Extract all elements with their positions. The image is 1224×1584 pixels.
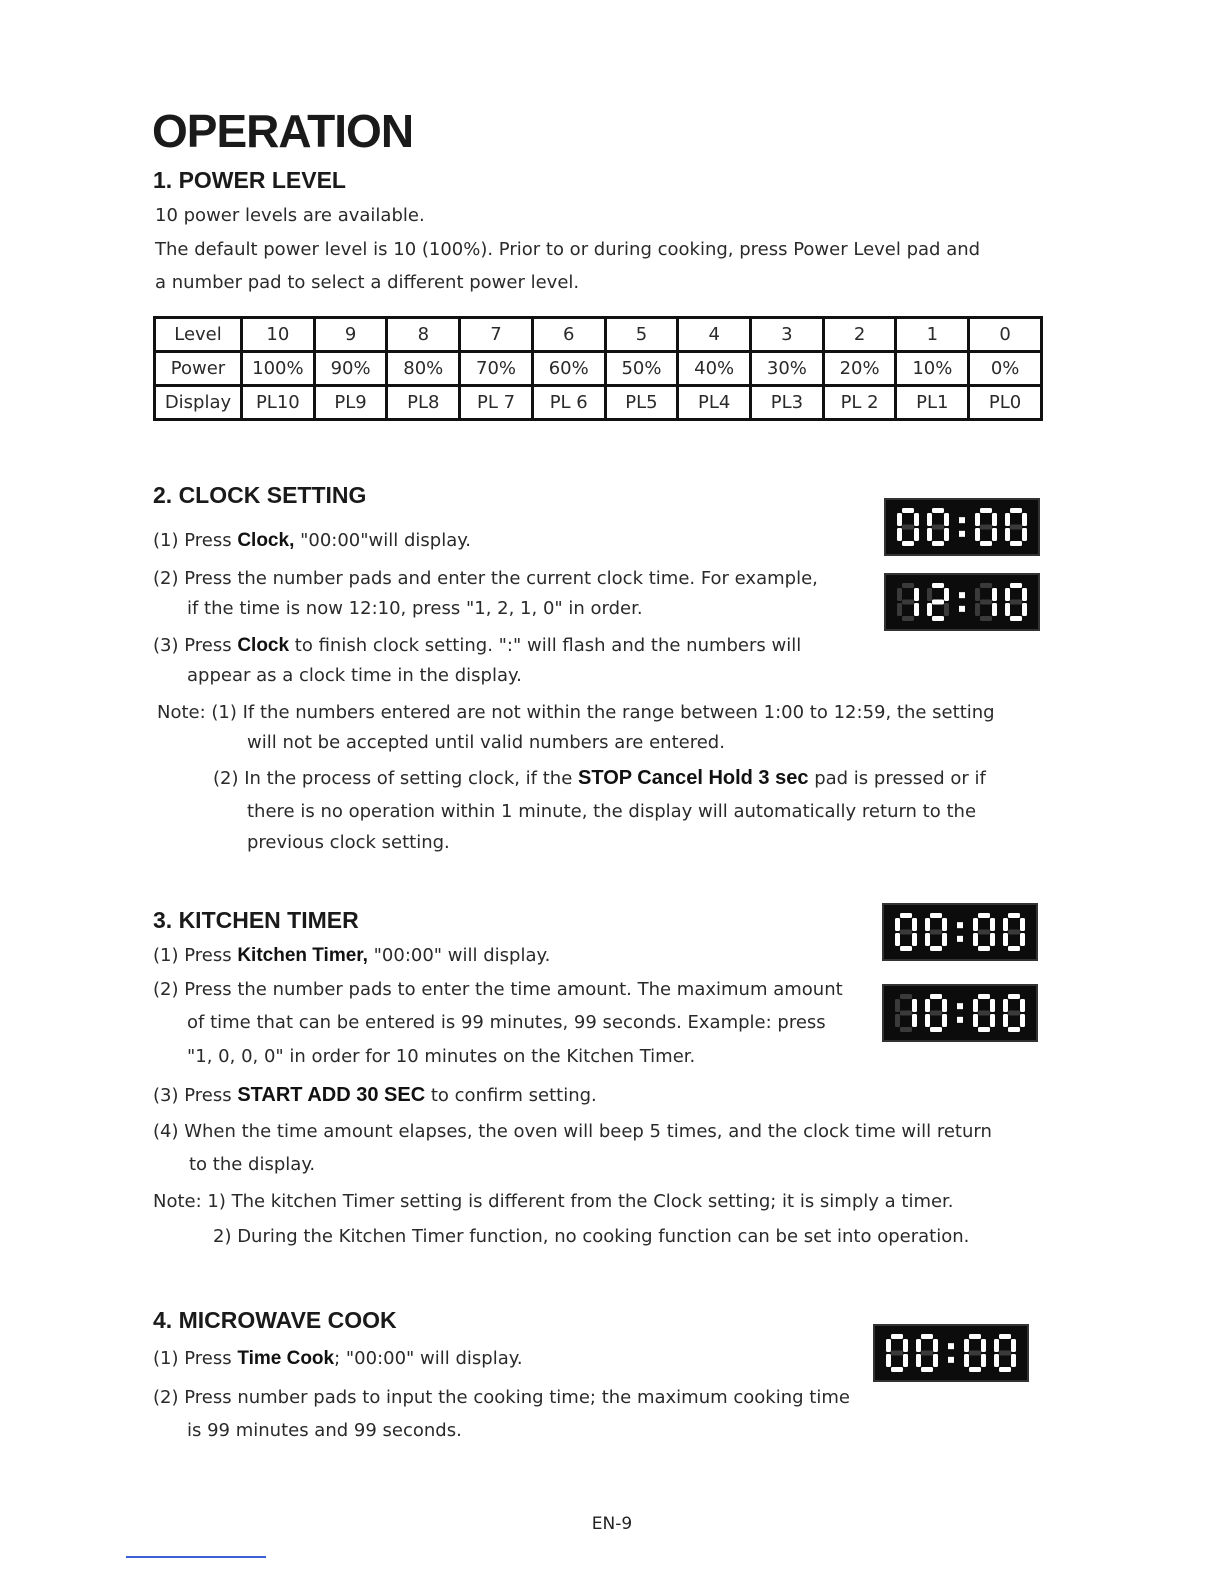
- lcd-display-timer-example: [882, 984, 1038, 1042]
- table-cell: 20%: [823, 352, 896, 386]
- lcd-segment: [912, 1014, 917, 1027]
- table-cell: 60%: [532, 352, 605, 386]
- table-cell: PL5: [605, 386, 678, 420]
- table-cell: 100%: [242, 352, 315, 386]
- lcd-segment: [980, 541, 992, 546]
- lcd-segment: [925, 918, 930, 931]
- table-cell: PL10: [242, 386, 315, 420]
- step-text: (1) Press: [153, 1348, 238, 1369]
- lcd-segment: [975, 513, 980, 526]
- lcd-colon-dot: [948, 1357, 954, 1363]
- lcd-segment: [1003, 918, 1008, 931]
- table-row-level: [155, 318, 1042, 352]
- lcd-segment: [927, 588, 932, 601]
- lcd-segment: [1008, 913, 1020, 918]
- lcd-segment: [1022, 513, 1027, 526]
- table-cell: PL4: [678, 386, 751, 420]
- timer-step-2-cont: of time that can be entered is 99 minutes, 99 seconds. Example: press: [187, 1012, 826, 1033]
- lcd-segment: [1010, 583, 1022, 588]
- lcd-segment: [897, 603, 902, 616]
- lcd-segment: [992, 603, 997, 616]
- step-text: to confirm setting.: [425, 1085, 597, 1106]
- lcd-segment: [1020, 933, 1025, 946]
- clock-note-1: Note: (1) If the numbers entered are not within the range between 1:00 to 12:59, the setting: [157, 702, 995, 723]
- lcd-segment: [1003, 933, 1008, 946]
- timer-step-4-cont: to the display.: [189, 1154, 316, 1175]
- power-level-table: [153, 316, 1043, 421]
- lcd-segment: [1010, 600, 1022, 605]
- lcd-segment: [1020, 999, 1025, 1012]
- start-key-label: START ADD 30 SEC: [237, 1084, 426, 1106]
- lcd-digits: [897, 583, 1027, 621]
- lcd-segment: [895, 1014, 900, 1027]
- power-level-intro: 10 power levels are available.: [155, 205, 425, 226]
- timer-step-3: [153, 1084, 597, 1107]
- timer-step-2: (2) Press the number pads to enter the time amount. The maximum amount: [153, 979, 843, 1000]
- lcd-segment: [916, 1339, 921, 1352]
- lcd-segment: [978, 913, 990, 918]
- lcd-segment: [900, 930, 912, 935]
- lcd-digits: [886, 1334, 1016, 1372]
- lcd-segment: [897, 513, 902, 526]
- lcd-segment: [942, 933, 947, 946]
- lcd-display-clock-example: [884, 573, 1040, 631]
- lcd-segment: [994, 1354, 999, 1367]
- note-text: (2) In the process of setting clock, if the: [213, 768, 579, 789]
- lcd-display-timer-initial: [882, 903, 1038, 961]
- table-cell: 8: [387, 318, 460, 352]
- lcd-segment: [900, 1027, 912, 1032]
- clock-step-2: (2) Press the number pads and enter the current clock time. For example,: [153, 568, 818, 589]
- lcd-segment: [895, 999, 900, 1012]
- lcd-segment: [902, 616, 914, 621]
- lcd-segment: [999, 1334, 1011, 1339]
- row-label-level: Level: [155, 318, 242, 352]
- table-cell: 40%: [678, 352, 751, 386]
- lcd-segment: [912, 933, 917, 946]
- lcd-segment: [932, 541, 944, 546]
- lcd-segment: [994, 1339, 999, 1352]
- table-cell: 9: [314, 318, 387, 352]
- lcd-segment: [1010, 508, 1022, 513]
- clock-step-3: [153, 635, 801, 657]
- divider: [126, 1556, 266, 1558]
- clock-step-1: [153, 530, 471, 552]
- table-cell: 70%: [460, 352, 533, 386]
- timer-step-1: [153, 945, 550, 967]
- lcd-segment: [895, 933, 900, 946]
- lcd-segment: [902, 541, 914, 546]
- step-text: (1) Press: [153, 530, 238, 551]
- table-cell: 0: [969, 318, 1042, 352]
- lcd-colon-dot: [948, 1343, 954, 1349]
- lcd-display-clock-initial: [884, 498, 1040, 556]
- lcd-digits: [897, 508, 1027, 546]
- step-text: "00:00" will display.: [367, 945, 551, 966]
- lcd-segment: [1005, 528, 1010, 541]
- lcd-segment: [975, 588, 980, 601]
- lcd-segment: [895, 918, 900, 931]
- lcd-segment: [980, 525, 992, 530]
- lcd-segment: [927, 528, 932, 541]
- table-cell: 4: [678, 318, 751, 352]
- lcd-colon-dot: [959, 531, 965, 537]
- lcd-segment: [886, 1354, 891, 1367]
- lcd-segment: [903, 1354, 908, 1367]
- lcd-segment: [990, 1014, 995, 1027]
- lcd-segment: [900, 946, 912, 951]
- lcd-segment: [992, 528, 997, 541]
- lcd-segment: [932, 616, 944, 621]
- kitchen-timer-key-label: Kitchen Timer,: [237, 945, 368, 966]
- lcd-segment: [1008, 946, 1020, 951]
- timer-step-4: (4) When the time amount elapses, the oven will beep 5 times, and the clock time will return: [153, 1121, 992, 1142]
- step-text: to finish clock setting. ":" will flash and the numbers will: [289, 635, 802, 656]
- lcd-segment: [980, 616, 992, 621]
- lcd-segment: [912, 999, 917, 1012]
- lcd-segment: [980, 583, 992, 588]
- section-heading-microwave-cook: 4. MICROWAVE COOK: [153, 1307, 397, 1333]
- lcd-segment: [1008, 994, 1020, 999]
- note-text: pad is pressed or if: [808, 768, 986, 789]
- lcd-segment: [973, 999, 978, 1012]
- lcd-segment: [903, 1339, 908, 1352]
- lcd-segment: [978, 1027, 990, 1032]
- clock-step-2-cont: if the time is now 12:10, press "1, 2, 1, 0" in order.: [187, 598, 643, 619]
- lcd-segment: [969, 1367, 981, 1372]
- lcd-segment: [1005, 603, 1010, 616]
- lcd-segment: [912, 918, 917, 931]
- table-cell: PL 7: [460, 386, 533, 420]
- lcd-segment: [969, 1351, 981, 1356]
- table-cell: 5: [605, 318, 678, 352]
- lcd-segment: [978, 946, 990, 951]
- table-cell: 30%: [751, 352, 824, 386]
- lcd-segment: [914, 513, 919, 526]
- clock-key-label: Clock: [237, 635, 290, 656]
- lcd-segment: [942, 1014, 947, 1027]
- table-cell: 10%: [896, 352, 969, 386]
- step-text: ; "00:00" will display.: [334, 1348, 523, 1369]
- lcd-segment: [930, 946, 942, 951]
- table-row-power: [155, 352, 1042, 386]
- row-label-power: Power: [155, 352, 242, 386]
- lcd-segment: [944, 603, 949, 616]
- table-row-display: [155, 386, 1042, 420]
- lcd-segment: [1005, 513, 1010, 526]
- lcd-segment: [891, 1334, 903, 1339]
- table-cell: 10: [242, 318, 315, 352]
- lcd-segment: [964, 1354, 969, 1367]
- stop-cancel-key-label: STOP Cancel Hold 3 sec: [578, 767, 809, 789]
- table-cell: PL1: [896, 386, 969, 420]
- lcd-segment: [900, 994, 912, 999]
- lcd-segment: [891, 1367, 903, 1372]
- lcd-segment: [1020, 1014, 1025, 1027]
- table-cell: 0%: [969, 352, 1042, 386]
- lcd-segment: [932, 508, 944, 513]
- lcd-segment: [1010, 616, 1022, 621]
- lcd-segment: [897, 588, 902, 601]
- lcd-segment: [1022, 603, 1027, 616]
- section-heading-power-level: 1. POWER LEVEL: [153, 167, 346, 193]
- lcd-segment: [999, 1351, 1011, 1356]
- lcd-segment: [921, 1351, 933, 1356]
- table-cell: 90%: [314, 352, 387, 386]
- clock-key-label: Clock,: [237, 530, 295, 551]
- lcd-segment: [1008, 1027, 1020, 1032]
- lcd-segment: [980, 508, 992, 513]
- lcd-segment: [902, 525, 914, 530]
- table-cell: PL 6: [532, 386, 605, 420]
- lcd-segment: [930, 1027, 942, 1032]
- lcd-segment: [964, 1339, 969, 1352]
- lcd-segment: [969, 1334, 981, 1339]
- lcd-segment: [973, 933, 978, 946]
- lcd-digits: [895, 913, 1025, 951]
- table-cell: 3: [751, 318, 824, 352]
- lcd-segment: [1003, 999, 1008, 1012]
- lcd-segment: [975, 603, 980, 616]
- table-cell: PL3: [751, 386, 824, 420]
- lcd-segment: [933, 1354, 938, 1367]
- cook-step-2: (2) Press number pads to input the cooking time; the maximum cooking time: [153, 1387, 850, 1408]
- lcd-segment: [902, 508, 914, 513]
- lcd-segment: [927, 513, 932, 526]
- lcd-segment: [944, 513, 949, 526]
- timer-step-2-cont2: "1, 0, 0, 0" in order for 10 minutes on the Kitchen Timer.: [187, 1046, 696, 1067]
- lcd-segment: [891, 1351, 903, 1356]
- step-text: "00:00"will display.: [294, 530, 472, 551]
- table-cell: PL0: [969, 386, 1042, 420]
- table-cell: PL9: [314, 386, 387, 420]
- power-level-instruction: a number pad to select a different power level.: [155, 272, 580, 293]
- clock-note-1-cont: will not be accepted until valid numbers are entered.: [247, 732, 725, 753]
- lcd-segment: [978, 1011, 990, 1016]
- cook-step-2-cont: is 99 minutes and 99 seconds.: [187, 1420, 462, 1441]
- lcd-segment: [900, 1011, 912, 1016]
- lcd-colon-dot: [957, 1017, 963, 1023]
- lcd-segment: [932, 600, 944, 605]
- lcd-segment: [1010, 525, 1022, 530]
- lcd-segment: [921, 1367, 933, 1372]
- section-heading-kitchen-timer: 3. KITCHEN TIMER: [153, 907, 359, 933]
- lcd-segment: [897, 528, 902, 541]
- lcd-segment: [992, 588, 997, 601]
- lcd-segment: [1008, 1011, 1020, 1016]
- step-text: (3) Press: [153, 1085, 238, 1106]
- time-cook-key-label: Time Cook: [237, 1348, 335, 1369]
- lcd-segment: [981, 1339, 986, 1352]
- lcd-segment: [978, 994, 990, 999]
- lcd-segment: [930, 913, 942, 918]
- clock-note-2-cont2: previous clock setting.: [247, 832, 450, 853]
- lcd-display-cook-initial: [873, 1324, 1029, 1382]
- clock-step-3-cont: appear as a clock time in the display.: [187, 665, 522, 686]
- lcd-segment: [990, 933, 995, 946]
- lcd-segment: [900, 913, 912, 918]
- lcd-segment: [992, 513, 997, 526]
- lcd-segment: [933, 1339, 938, 1352]
- power-level-default: The default power level is 10 (100%). Prior to or during cooking, press Power Level pad and: [155, 239, 981, 260]
- lcd-segment: [914, 588, 919, 601]
- cook-step-1: [153, 1348, 523, 1370]
- lcd-segment: [914, 603, 919, 616]
- lcd-colon-dot: [959, 592, 965, 598]
- lcd-segment: [1011, 1354, 1016, 1367]
- lcd-segment: [990, 999, 995, 1012]
- lcd-segment: [1011, 1339, 1016, 1352]
- lcd-colon-dot: [957, 922, 963, 928]
- lcd-segment: [942, 918, 947, 931]
- lcd-segment: [1010, 541, 1022, 546]
- lcd-segment: [973, 1014, 978, 1027]
- lcd-segment: [914, 528, 919, 541]
- lcd-segment: [930, 994, 942, 999]
- lcd-segment: [978, 930, 990, 935]
- lcd-segment: [1008, 930, 1020, 935]
- lcd-segment: [927, 603, 932, 616]
- lcd-segment: [930, 1011, 942, 1016]
- lcd-segment: [930, 930, 942, 935]
- lcd-segment: [902, 583, 914, 588]
- table-cell: 7: [460, 318, 533, 352]
- lcd-segment: [980, 600, 992, 605]
- lcd-segment: [921, 1334, 933, 1339]
- lcd-segment: [990, 918, 995, 931]
- table-cell: 80%: [387, 352, 460, 386]
- lcd-segment: [925, 1014, 930, 1027]
- step-text: (1) Press: [153, 945, 238, 966]
- table-cell: 2: [823, 318, 896, 352]
- clock-note-2-cont: there is no operation within 1 minute, the display will automatically return to the: [247, 801, 977, 822]
- lcd-segment: [1022, 588, 1027, 601]
- lcd-colon-dot: [959, 606, 965, 612]
- lcd-segment: [932, 525, 944, 530]
- lcd-segment: [981, 1354, 986, 1367]
- lcd-segment: [925, 933, 930, 946]
- lcd-segment: [925, 999, 930, 1012]
- lcd-segment: [886, 1339, 891, 1352]
- lcd-segment: [1020, 918, 1025, 931]
- step-text: (3) Press: [153, 635, 238, 656]
- lcd-segment: [942, 999, 947, 1012]
- lcd-segment: [1003, 1014, 1008, 1027]
- clock-note-2: [213, 767, 986, 790]
- lcd-segment: [944, 588, 949, 601]
- lcd-colon-dot: [959, 517, 965, 523]
- section-heading-clock-setting: 2. CLOCK SETTING: [153, 482, 367, 508]
- lcd-segment: [1005, 588, 1010, 601]
- lcd-segment: [944, 528, 949, 541]
- table-cell: 6: [532, 318, 605, 352]
- table-cell: 1: [896, 318, 969, 352]
- lcd-digits: [895, 994, 1025, 1032]
- lcd-segment: [902, 600, 914, 605]
- timer-note-2: 2) During the Kitchen Timer function, no cooking function can be set into operation.: [213, 1226, 970, 1247]
- lcd-segment: [916, 1354, 921, 1367]
- row-label-display: Display: [155, 386, 242, 420]
- lcd-colon-dot: [957, 1003, 963, 1009]
- page-number: EN-9: [591, 1514, 633, 1534]
- page-title: OPERATION: [152, 105, 414, 157]
- lcd-segment: [975, 528, 980, 541]
- table-cell: PL8: [387, 386, 460, 420]
- table-cell: 50%: [605, 352, 678, 386]
- lcd-segment: [932, 583, 944, 588]
- lcd-segment: [999, 1367, 1011, 1372]
- lcd-colon-dot: [957, 936, 963, 942]
- table-cell: PL 2: [823, 386, 896, 420]
- lcd-segment: [1022, 528, 1027, 541]
- timer-note-1: Note: 1) The kitchen Timer setting is different from the Clock setting; it is simply a timer.: [153, 1191, 954, 1212]
- lcd-segment: [973, 918, 978, 931]
